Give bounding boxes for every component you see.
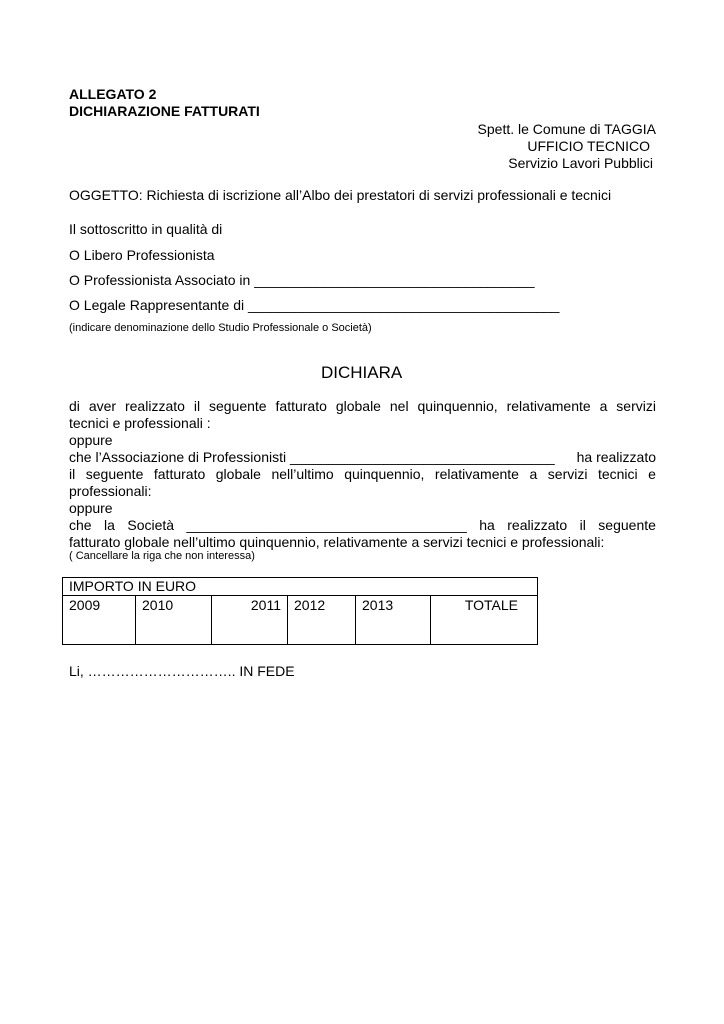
table-row <box>63 596 538 645</box>
dichiara-heading: DICHIARA <box>321 363 403 382</box>
year-2012-cell: 2012 <box>288 596 356 645</box>
cancel-row-note: ( Cancellare la riga che non interessa) <box>69 550 255 562</box>
subject-line: OGGETTO: Richiesta di iscrizione all’Albo dei prestatori di servizi professionali e tecnici <box>69 187 612 203</box>
association-line-1: che l’Associazione di Professionisti __________________________________ ha realizzato <box>69 449 656 465</box>
option-legale-rappresentante: O Legale Rappresentante di ________________________________________ <box>69 297 560 313</box>
table-header-cell: IMPORTO IN EURO <box>63 578 538 596</box>
signer-intro: Il sottoscritto in qualità di <box>69 221 223 237</box>
recipient-line-2: UFFICIO TECNICO <box>527 138 650 154</box>
declaration-line-2: tecnici e professionali : <box>69 415 211 431</box>
denomination-note: (indicare denominazione dello Studio Professionale o Società) <box>69 322 372 334</box>
recipient-line-1: Spett. le Comune di TAGGIA <box>477 121 656 137</box>
year-2013-cell: 2013 <box>356 596 431 645</box>
oppure-1: oppure <box>69 432 113 448</box>
option-professionista-associato: O Professionista Associato in ____________________________________ <box>69 272 535 288</box>
oppure-2: oppure <box>69 500 113 516</box>
signature-line: Li, ………………………….. IN FEDE <box>69 663 295 679</box>
allegato-label: ALLEGATO 2 <box>69 86 157 102</box>
association-line-2: il seguente fatturato globale nell’ultimo quinquennio, relativamente a servizi tecnici e <box>69 466 656 482</box>
company-line-2: fatturato globale nell’ultimo quinquennio, relativamente a servizi tecnici e professionali: <box>69 534 605 550</box>
year-2009-cell: 2009 <box>63 596 136 645</box>
year-2011-cell: 2011 <box>212 596 288 645</box>
declaration-line-1: di aver realizzato il seguente fatturato globale nel quinquennio, relativamente a servizi <box>69 398 656 414</box>
table-header-row <box>63 578 538 596</box>
document-title: DICHIARAZIONE FATTURATI <box>69 103 260 119</box>
total-cell: TOTALE <box>431 596 538 645</box>
revenue-table <box>62 577 538 645</box>
recipient-line-3: Servizio Lavori Pubblici <box>508 155 653 171</box>
year-2010-cell: 2010 <box>136 596 212 645</box>
company-line-1: che la Società ____________________________________ ha realizzato il seguente <box>69 517 656 533</box>
option-libero-professionista: O Libero Professionista <box>69 247 215 263</box>
association-line-3: professionali: <box>69 483 152 499</box>
